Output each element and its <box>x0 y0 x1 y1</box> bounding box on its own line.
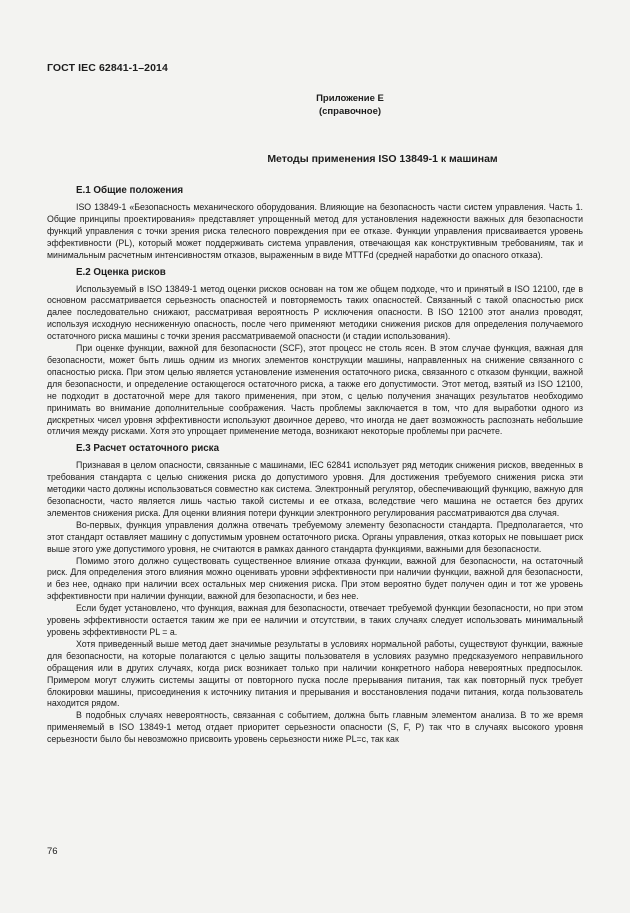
document-body <box>47 184 583 750</box>
section-heading: Е.1 Общие положения <box>76 185 184 196</box>
paragraph: При оценке функции, важной для безопасности (SCF), этот процесс не столь ясен. В этом случае функция, важная для безопасности, может быть лишь одним из многих элементов конструкции машины, направленных на снижение связанного с опасностью риска. При этом целью является установление изменения остаточного риска, связанного с отказом функции, важной для безопасности, и определение остающегося остаточного риска, а также его допустимости. Этот метод, взятый из ISO 12100, не подходит в достаточной мере для такого применения, при этом, с целью получения значащих результатов необходимо принимать во внимание дополнительные соображения. Часть проблемы заключается в том, что для выработки одного из дискретных чисел уровня эффективности используют двоичное дерево, что иногда не дает возможность распознать небольшие отличия между рисками. Хотя это упрощает применение метода, возникают некоторые проблемы при расчете. <box>47 343 583 437</box>
annex-label: Приложение Е <box>316 93 384 104</box>
annex-title: Методы применения ISO 13849-1 к машинам <box>267 153 498 165</box>
paragraph: Хотя приведенный выше метод дает значимые результаты в условиях нормальной работы, существуют функции, важные для безопасности, на которые полагаются с целью защиты пользователя в условиях разумно предсказуемого неправильного обращения или в других случаях, когда риск возникает только при наличии конкретного набора невероятных предпосылок. Примером могут служить системы защиты от повторного пуска после прерывания питания, так как повторный пуск требует блокировки машины, присоединения к источнику питания и прерывания и восстановления подачи питания, когда пользователь находится рядом. <box>47 638 583 709</box>
paragraph: Если будет установлено, что функция, важная для безопасности, отвечает требуемой функции безопасности, но при этом уровень эффективности остается таким же при ее наличии и отсутствии, в таких случаях следует использовать минимальный уровень эффективности PL = a. <box>47 603 583 637</box>
section-e2 <box>47 266 583 439</box>
paragraph: Во-первых, функция управления должна отвечать требуемому элементу безопасности стандарта. Предполагается, что этот стандарт оставляет машину с допустимым уровнем остаточного риска. Органы управления, отказ которых не повышает риск выше этого уже допустимого уровня, не считаются в рамках данного стандарта функциями, важными для безопасности. <box>47 519 583 554</box>
paragraph: Помимо этого должно существовать существенное влияние отказа функции, важной для безопасности, на остаточный риск. Для определения этого влияния можно оценивать уровни эффективности при наличии функции, важной для безопасности, и без нее, однако при наличии всех остальных мер снижения риска. При этом вероятно будет получен один и тот же уровень эффективности при наличии функции, важной для безопасности, и без нее. <box>47 555 583 602</box>
paragraph: Используемый в ISO 13849-1 метод оценки рисков основан на том же общем подходе, что и принятый в ISO 12100, где в основном рассматривается серьезность опасностей и повторяемость таких опасностей. Связанный с такой опасностью риск далее последовательно снижают, рассматривая вероятность P исключения опасности. В ISO 12100 этот анализ проводят, используя исходную несниженную опасность, после чего применяют методики снижения рисков для определения получаемого остаточного риска машины с точки зрения рассматриваемой опасности (и стадии использования). <box>47 283 583 342</box>
section-heading: Е.2 Оценка рисков <box>76 266 166 278</box>
section-heading: Е.3 Расчет остаточного риска <box>76 443 220 455</box>
paragraph: ISO 13849-1 «Безопасность механического оборудования. Влияющие на безопасность части систем управления. Часть 1. Общие принципы проектирования» представляет упрощенный метод для установления надежности важных для безопасности функций управления с точки зрения риска телесного повреждения при ее отказе. Функции управления присваивается уровень эффективности (PL), который может поддерживать система управления, отвечающая как конструктивным требованиям, так и минимальным расчетным интенсивностям отказов, выраженным в виде MTTFd (средней наработки до опасного отказа). <box>47 202 583 260</box>
paragraph: В подобных случаях невероятность, связанная с событием, должна быть главным элементом анализа. В то же время применяемый в ISO 13849-1 метод отдает приоритет серьезности опасности (S, F, P) так что в случаях высокого уровня серьезности было бы невозможно присвоить уровень серьезности ниже PL=c, так как <box>47 710 583 745</box>
annex-heading <box>0 92 630 118</box>
standard-header: ГОСТ IEC 62841-1–2014 <box>47 62 168 74</box>
annex-kind: (справочное) <box>318 106 382 117</box>
section-e3 <box>47 442 583 746</box>
section-e1 <box>47 184 583 262</box>
page-number: 76 <box>47 846 58 857</box>
paragraph: Признавая в целом опасности, связанные с машинами, IEC 62841 использует ряд методик снижения рисков, введенных в требования стандарта с целью снижения риска до допустимого уровня. Для достижения требуемого снижения риска эти методики часто должны использоваться совместно как система. Электронный регулятор, обеспечивающий функцию, важную для безопасности, часто является лишь частью такой системы и ее отказа, вследствие чего машина не остается без других элементов снижения риска. Для оценки влияния потери функции электронного регулирования рассматриваются два случая. <box>47 460 583 518</box>
